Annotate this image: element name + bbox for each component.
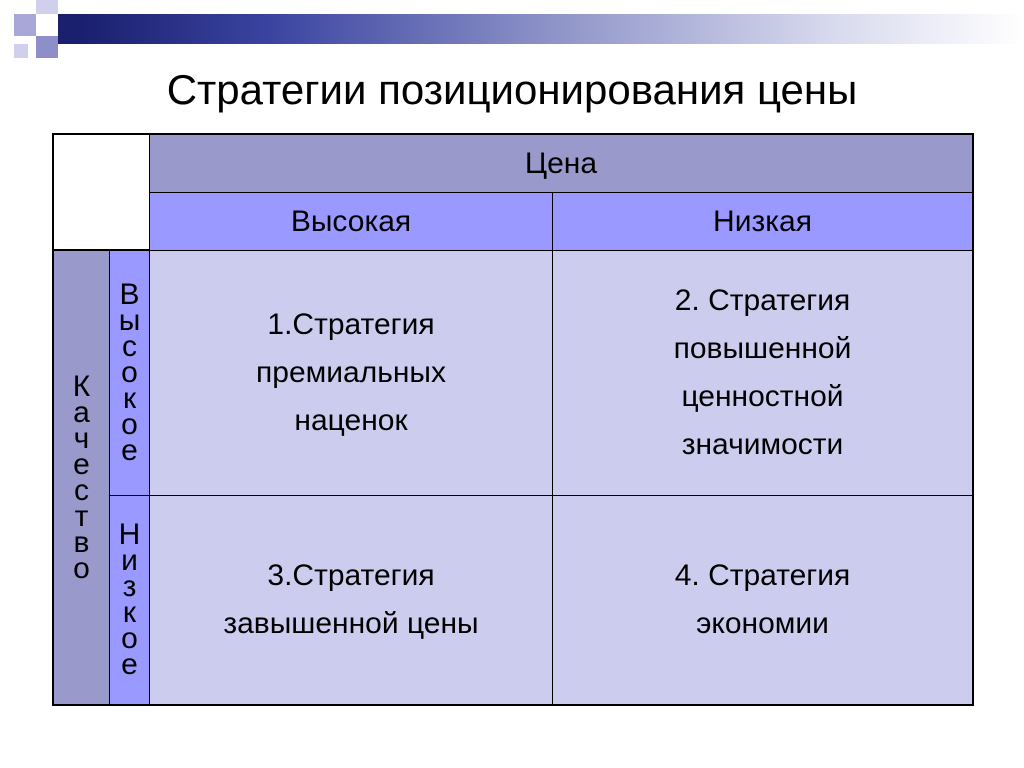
vertical-letter: о bbox=[121, 408, 138, 441]
decor-square bbox=[58, 14, 80, 44]
strategy-cell-value bbox=[553, 250, 972, 495]
quality-low-header bbox=[110, 495, 150, 704]
decor-square bbox=[36, 0, 58, 14]
strategy-cell-overpriced bbox=[150, 495, 553, 704]
decor-square bbox=[14, 14, 36, 36]
vertical-letter: т bbox=[74, 499, 89, 533]
quality-header bbox=[54, 250, 110, 704]
strategy-text: 3.Стратегия завышенной цены bbox=[223, 559, 479, 640]
vertical-letter: К bbox=[72, 369, 91, 403]
strategy-text: 2. Стратегия повышенной ценностной значимости bbox=[673, 284, 852, 461]
price-header: Цена bbox=[150, 135, 972, 193]
vertical-letter: ы bbox=[118, 304, 141, 337]
strategy-text: 1.Стратегия премиальных наценок bbox=[256, 308, 446, 437]
decor-square bbox=[14, 44, 28, 58]
vertical-letter: ч bbox=[73, 421, 90, 455]
decor-square bbox=[36, 36, 58, 58]
strategy-cell-premium bbox=[150, 250, 553, 495]
vertical-letter: и bbox=[121, 544, 138, 577]
quality-label bbox=[72, 369, 91, 585]
page-title: Стратегии позиционирования цены bbox=[166, 66, 858, 113]
vertical-letter: к bbox=[122, 596, 137, 629]
vertical-letter: о bbox=[73, 551, 90, 585]
price-low-header: Низкая bbox=[553, 193, 972, 250]
vertical-letter: о bbox=[121, 356, 138, 389]
vertical-letter: к bbox=[122, 382, 137, 415]
quality-high-label bbox=[118, 278, 141, 467]
price-high-header: Высокая bbox=[150, 193, 553, 250]
quality-high-header bbox=[110, 250, 150, 495]
table-corner bbox=[54, 135, 150, 250]
vertical-letter: з bbox=[122, 570, 137, 603]
vertical-letter: В bbox=[119, 278, 140, 311]
vertical-letter: е bbox=[73, 447, 90, 481]
vertical-letter: в bbox=[73, 525, 90, 559]
quality-low-label bbox=[118, 518, 141, 681]
vertical-letter: с bbox=[122, 330, 137, 363]
vertical-letter: о bbox=[121, 622, 138, 655]
vertical-letter: а bbox=[73, 395, 90, 429]
vertical-letter: Н bbox=[118, 518, 141, 551]
vertical-letter: е bbox=[121, 648, 138, 681]
header-gradient-bar bbox=[80, 14, 1024, 44]
positioning-table bbox=[52, 133, 974, 706]
vertical-letter: с bbox=[73, 473, 89, 507]
vertical-letter: е bbox=[121, 434, 138, 467]
strategy-cell-economy bbox=[553, 495, 972, 704]
strategy-text: 4. Стратегия экономии bbox=[674, 559, 851, 640]
